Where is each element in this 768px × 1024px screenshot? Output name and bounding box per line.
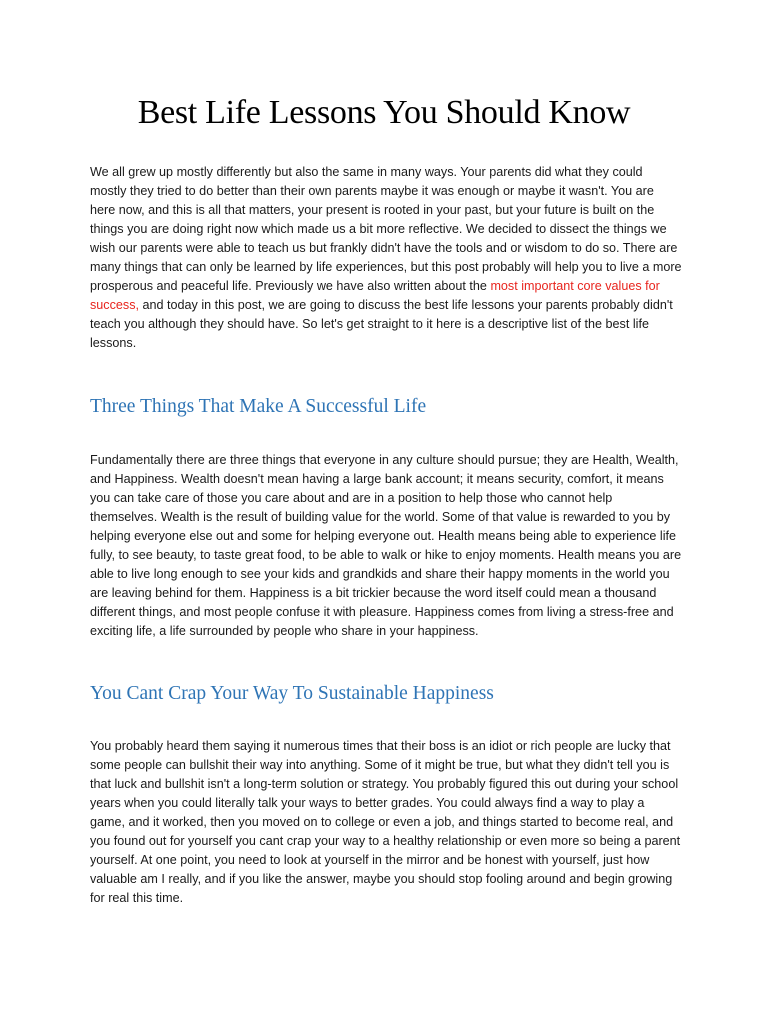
intro-paragraph bbox=[90, 163, 682, 353]
core-values-link[interactable]: most important core values for success, bbox=[90, 279, 660, 312]
section-body-successful-life: Fundamentally there are three things that everyone in any culture should pursue; they are Health, Wealth, and Happiness. Wealth doesn't mean having a large bank account; it means security, comfort, it means you can take care of those you care about and are in a position to help those who cannot help themselves. Wealth is the result of building value for the world. Some of that value is rewarded to you by helping everyone else out and some for helping everyone out. Health means being able to experience life fully, to see beauty, to taste great food, to be able to walk or hike to enjoy moments. Health means you are able to live long enough to see your kids and grandkids and share their happy moments in the world you are leaving behind for them. Happiness is a bit trickier because the word itself could mean a thousand different things, and most people confuse it with pleasure. Happiness comes from living a stress-free and exciting life, a life surrounded by people who share in your happiness. bbox=[90, 453, 682, 638]
section-heading-successful-life: Three Things That Make A Successful Life bbox=[90, 396, 427, 417]
page-title: Best Life Lessons You Should Know bbox=[137, 94, 631, 131]
section-heading-sustainable-happiness: You Cant Crap Your Way To Sustainable Happiness bbox=[90, 683, 494, 704]
intro-text-after-link: and today in this post, we are going to discuss the best life lessons your parents probably didn't teach you although they should have. So let's get straight to it here is a descriptive list of the best life lessons. bbox=[90, 298, 673, 350]
intro-text-before-link: We all grew up mostly differently but also the same in many ways. Your parents did what they could mostly they tried to do better than their own parents maybe it was enough or maybe it wasn't. You are here now, and this is all that matters, your present is rooted in your past, but your future is built on the things you are doing right now which made us a bit more reflective. We decided to dissect the things we wish our parents were able to teach us but frankly didn't have the tools and or wisdom to do so. There are many things that can only be learned by life experiences, but this post probably will help you to live a more prosperous and peaceful life. Previously we have also written about the bbox=[90, 165, 682, 293]
section-body-sustainable-happiness: You probably heard them saying it numerous times that their boss is an idiot or rich people are lucky that some people can bullshit their way into anything. Some of it might be true, but what they didn't tell you is that luck and bullshit isn't a long-term solution or strategy. You probably figured this out during your school years when you could literally talk your ways to better grades. You could always find a way to play a game, and it worked, then you moved on to college or even a job, and things started to become real, and you found out for yourself you cant crap your way to a healthy relationship or even more so being a parent yourself. At one point, you need to look at yourself in the mirror and be honest with yourself, just how valuable am I really, and if you like the answer, maybe you should stop fooling around and begin growing for real this time. bbox=[90, 739, 681, 905]
